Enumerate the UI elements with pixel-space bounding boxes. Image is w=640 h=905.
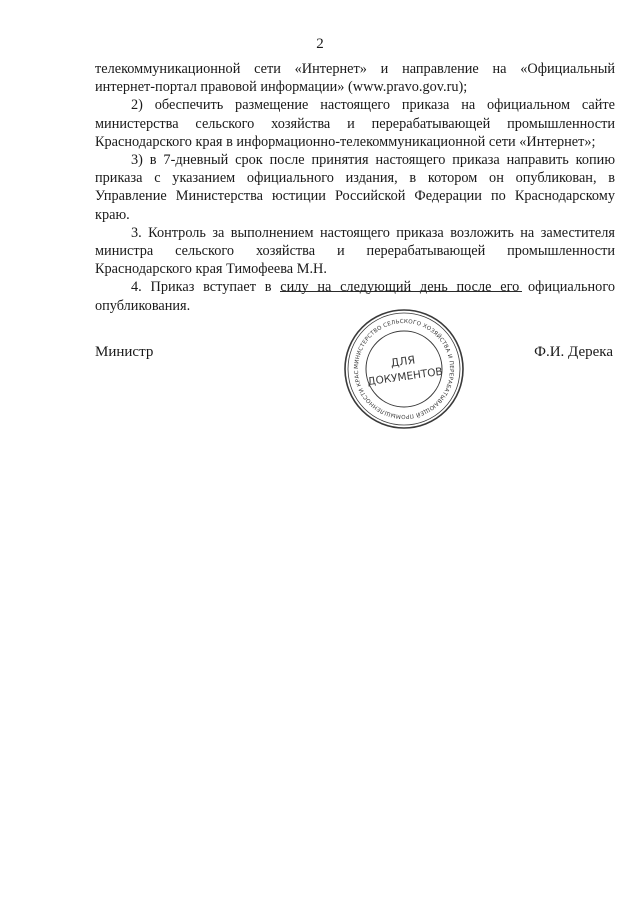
stamp-outer-ring bbox=[345, 310, 463, 428]
paragraph-item-3: 3) в 7-дневный срок после принятия настоящего приказа направить копию приказа с указанием официального издания, в котором он опубликован, в Управление Министерства юстиции Российской Федерации по Краснодарскому краю. bbox=[95, 152, 615, 223]
document-body bbox=[95, 60, 615, 315]
signatory-title: Министр bbox=[95, 344, 154, 360]
page-number: 2 bbox=[316, 36, 324, 52]
paragraph-effective-date: 4. Приказ вступает в силу на следующий день после его официального опубликования. bbox=[95, 279, 615, 314]
stamp-outer-ring-inner bbox=[348, 313, 460, 425]
paragraph-continuation: телекоммуникационной сети «Интернет» и направление на «Официальный интернет-портал правовой информации» (www.pravo.gov.ru); bbox=[95, 61, 615, 96]
horizontal-rule bbox=[280, 291, 522, 292]
paragraph-control: 3. Контроль за выполнением настоящего приказа возложить на заместителя министра сельского хозяйства и перерабатывающей промышленности Краснодарского края Тимофеева М.Н. bbox=[95, 224, 615, 278]
stamp-center-line-1: ДЛЯ bbox=[389, 353, 416, 370]
stamp-graphic bbox=[342, 307, 466, 431]
signatory-name: Ф.И. Дерека bbox=[534, 344, 613, 360]
official-seal-stamp bbox=[342, 307, 466, 431]
stamp-center-line-2: ДОКУМЕНТОВ bbox=[366, 365, 444, 389]
paragraph-item-2: 2) обеспечить размещение настоящего приказа на официальном сайте министерства сельского хозяйства и перерабатывающей промышленности Краснодарского края в информационно-телекоммуникационной сети «Интернет»; bbox=[95, 97, 615, 150]
stamp-ring-text: МИНИСТЕРСТВО СЕЛЬСКОГО ХОЗЯЙСТВА И ПЕРЕРАБАТЫВАЮЩЕЙ ПРОМЫШЛЕННОСТИ КРАС bbox=[353, 318, 455, 420]
